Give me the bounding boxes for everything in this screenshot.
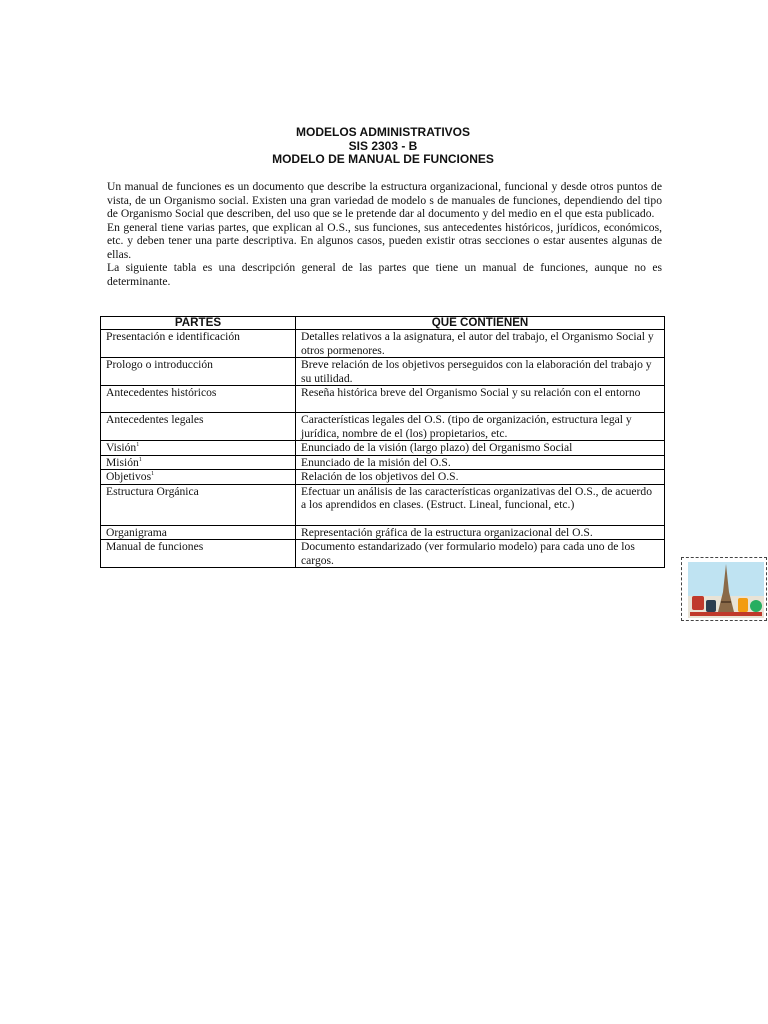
table-row [101,413,665,441]
part-name: Prologo o introducción [101,358,296,386]
document-heading [100,126,666,167]
part-name: Antecedentes históricos [101,386,296,413]
table-row [101,386,665,413]
column-header-parts: PARTES [101,317,296,330]
footnote-mark: 1 [138,456,142,463]
part-description: Breve relación de los objetivos perseguidos con la elaboración del trabajo y su utilidad. [296,358,665,386]
part-description: Reseña histórica breve del Organismo Social y su relación con el entorno [296,386,665,413]
intro-paragraph: Un manual de funciones es un documento que describe la estructura organizacional, funcional y desde otros puntos de vista, de un Organismo social. Existen una gran variedad de modelo s de manuales de funciones, dependiendo del tipo de Organismo Social que describen, del uso que se le pretende dar al documento y del medio en el que esta publicado. [107,180,662,220]
part-name [101,441,296,456]
table-row [101,484,665,525]
part-description: Enunciado de la visión (largo plazo) del Organismo Social [296,441,665,456]
footnote-mark: 1 [151,471,155,478]
part-description: Documento estandarizado (ver formulario modelo) para cada uno de los cargos. [296,540,665,568]
part-description: Enunciado de la misión del O.S. [296,455,665,470]
table-row [101,330,665,358]
travel-ad-thumbnail-icon [688,562,764,618]
intro-paragraph: En general tiene varias partes, que explican al O.S., sus funciones, sus antecedentes históricos, jurídicos, económicos, etc. y deben tener una parte descriptiva. En algunos casos, pueden existir otras secciones o estar ausentes algunas de ellas. [107,220,662,261]
parts-table [100,316,665,568]
part-name [101,455,296,470]
ad-thumbnail[interactable] [681,557,767,621]
table-row [101,525,665,540]
table-row [101,540,665,568]
intro-paragraph: La siguiente tabla es una descripción general de las partes que tiene un manual de funciones, aunque no es determinante. [107,261,662,288]
course-code: SIS 2303 - B [348,138,418,153]
part-name: Presentación e identificación [101,330,296,358]
part-description: Características legales del O.S. (tipo de organización, estructura legal y jurídica, nombre de el (los) propietarios, etc. [296,413,665,441]
part-name: Manual de funciones [101,540,296,568]
part-description: Relación de los objetivos del O.S. [296,470,665,485]
part-name [101,470,296,485]
part-description: Representación gráfica de la estructura organizacional del O.S. [296,525,665,540]
part-name: Estructura Orgánica [101,484,296,525]
intro-text [107,180,662,288]
part-name-text: Objetivos [106,470,152,483]
part-name-text: Visión [106,441,137,454]
column-header-contents: QUE CONTIENEN [296,317,665,330]
part-description: Efectuar un análisis de las características organizativas del O.S., de acuerdo a los aprendidos en clases. (Estruct. Lineal, funcional, etc.) [296,484,665,525]
table-row [101,455,665,470]
part-name-text: Misión [106,455,139,469]
footnote-mark: 1 [136,442,140,449]
table-row [101,441,665,456]
part-name: Antecedentes legales [101,413,296,441]
course-title: MODELOS ADMINISTRATIVOS [296,125,470,139]
part-name: Organigrama [101,525,296,540]
table-row [101,470,665,485]
table-header-row [101,317,665,330]
document-title: MODELO DE MANUAL DE FUNCIONES [272,152,494,166]
part-description: Detalles relativos a la asignatura, el autor del trabajo, el Organismo Social y otros pormenores. [296,330,665,358]
table-row [101,358,665,386]
